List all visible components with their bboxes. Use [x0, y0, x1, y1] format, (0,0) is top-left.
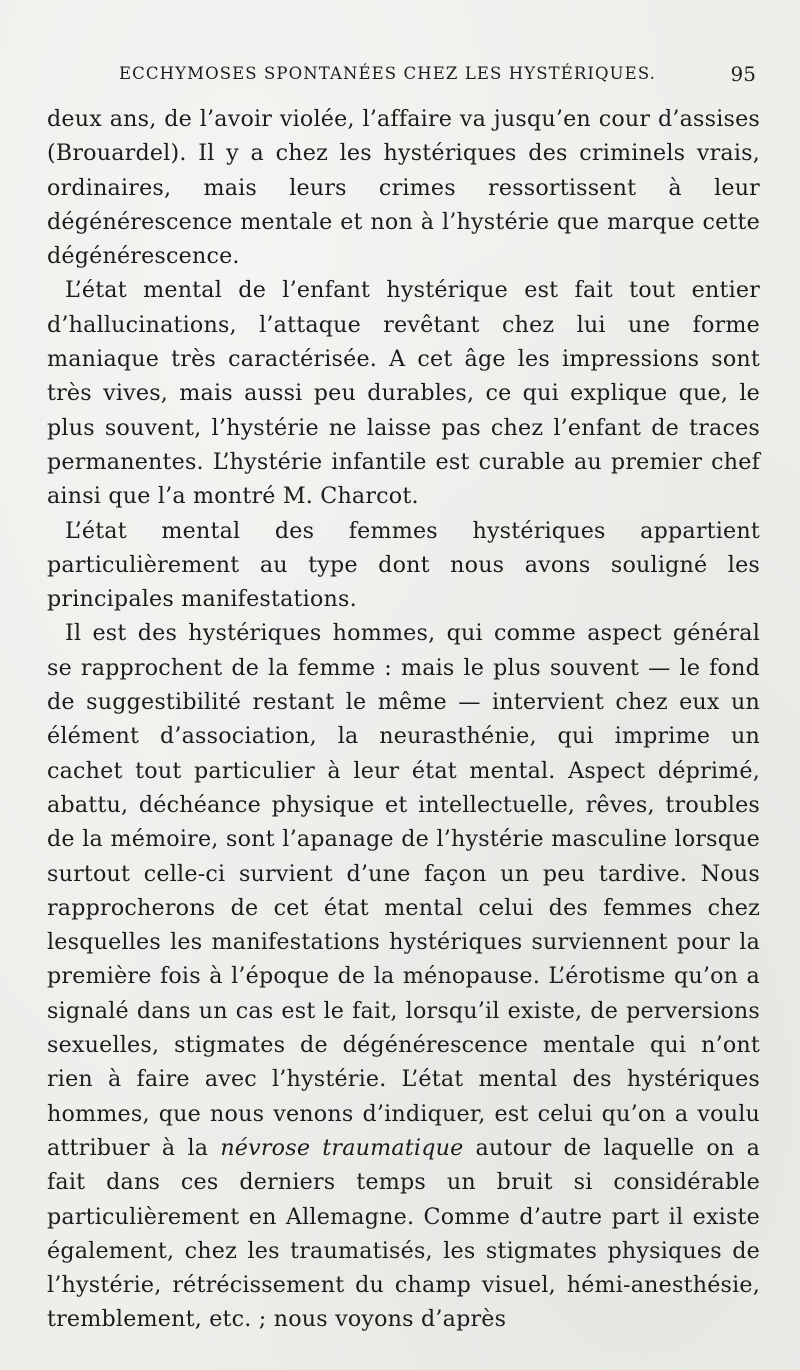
paragraph-women-hysteria: L’état mental des femmes hystériques appartient particulièrement au type dont nous avons souligné les principales manifestations.: [47, 517, 760, 613]
italic-term: névrose traumatique: [220, 1134, 464, 1161]
body-text: [47, 102, 760, 1337]
paragraph-men-text-start: Il est des hystériques hommes, qui comme aspect général se rapprochent de la femme : mais le plus souvent — le fond de suggestibilité restant le même — intervient chez eux un élément d’association, la neurasthénie, qui imprime un cachet tout particulier à leur état mental. Aspect déprimé, abattu, déchéance physique et intellectuelle, rêves, troubles de la mémoire, sont l’apanage de l’hystérie masculine lorsque surtout celle-ci survient d’une façon un peu tardive. Nous rapprocherons de cet état mental celui des femmes chez lesquelles les manifestations hystériques surviennent pour la première fois à l’époque de la ménopause. L’érotisme qu’on a signalé dans un cas est le fait, lorsqu’il existe, de perversions sexuelles, stigmates de dégénérescence mentale qui n’ont rien à faire avec l’hystérie. L’état mental des hystériques hommes, que nous venons d’indiquer, est celui qu’on a voulu attribuer à la: [47, 620, 760, 1161]
running-head: [47, 58, 760, 88]
paragraph-men-text-end: autour de laquelle on a fait dans ces derniers temps un bruit si considérable particulièrement en Allemagne. Comme d’autre part il existe également, chez les traumatisés, les stigmates physiques de l’hystérie, rétrécissement du champ visuel, hémi-anesthésie, tremblement, etc. ; nous voyons d’après: [47, 1134, 761, 1333]
running-title: ECCHYMOSES SPONTANÉES CHEZ LES HYSTÉRIQUES.: [119, 64, 656, 83]
paragraph-men-hysteria: [47, 616, 760, 1336]
paragraph-child-hysteria: L’état mental de l’enfant hystérique est fait tout entier d’hallucinations, l’attaque revêtant chez lui une forme maniaque très caractérisée. A cet âge les impressions sont très vives, mais aussi peu durables, ce qui explique que, le plus souvent, l’hystérie ne laisse pas chez l’enfant de traces permanentes. L’hystérie infantile est curable au premier chef ainsi que l’a montré M. Charcot.: [47, 277, 760, 510]
paragraph-continuation: deux ans, de l’avoir violée, l’affaire va jusqu’en cour d’assises (Brouardel). Il y a chez les hystériques des criminels vrais, ordinaires, mais leurs crimes ressortissent à leur dégénérescence mentale et non à l’hystérie que marque cette dégénérescence.: [47, 106, 760, 270]
page-number: 95: [730, 62, 756, 86]
